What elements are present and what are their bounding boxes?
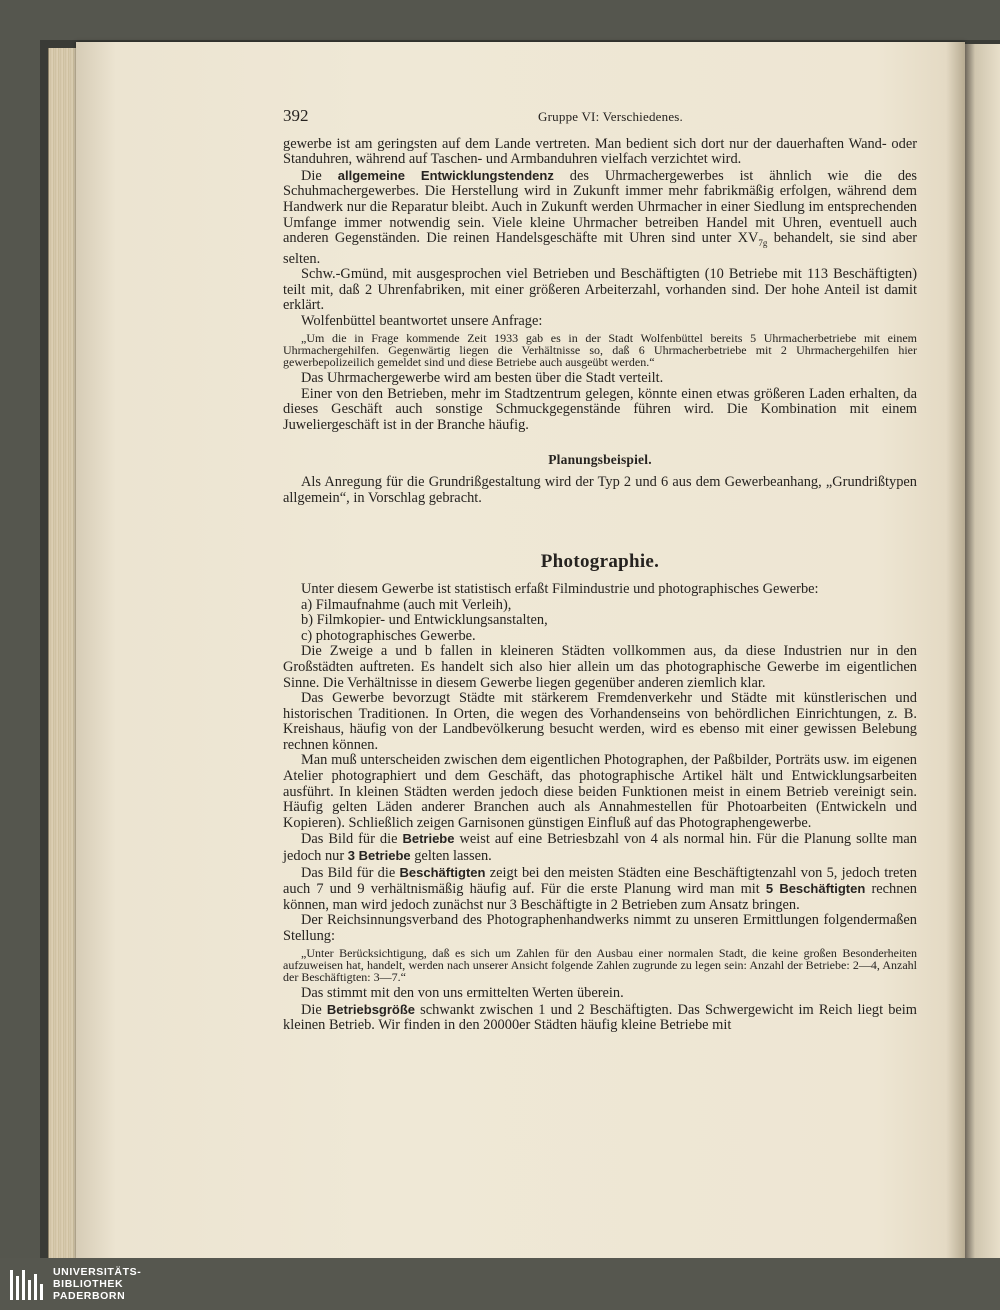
subheading: Planungsbeispiel. xyxy=(548,451,652,467)
paragraph: Einer von den Betrieben, mehr im Stadtzentrum gelegen, könnte einen etwas größeren Laden erhalten, da dieses Geschäft auch sonstige Schmuckgegenstände führen wird. Die Kombination mit einem Juweliergeschäft ist in der Branche häufig. xyxy=(283,385,917,433)
paragraph: Das Uhrmachergewerbe wird am besten über die Stadt verteilt. xyxy=(301,370,664,387)
list-item: b) Filmkopier- und Entwicklungsanstalten, xyxy=(301,612,548,629)
bold-term: Betriebe xyxy=(402,831,455,847)
section-title: Photographie. xyxy=(540,551,660,573)
paragraph: gewerbe ist am geringsten auf dem Lande vertreten. Man bedient sich dort nur der dauerhaften Wand- oder Standuhren, während auf Taschen- und Armbanduhren vielfach verzichtet wird. xyxy=(283,135,917,168)
list-item: c) photographisches Gewerbe. xyxy=(301,627,476,644)
bold-term: 5 Beschäftigten xyxy=(765,881,866,897)
paragraph: Die Zweige a und b fallen in kleineren Städten vollkommen aus, da diese Industrien nur in den Großstädten auftreten. Es handelt sich also hier allein um das photographische Gewerbe im eigentlichen Sinne. Die Verhältnisse in diesem Gewerbe liegen gegenüber anderen ziemlich klar. xyxy=(283,643,917,691)
page-header xyxy=(283,108,917,125)
page-stack-edge xyxy=(48,48,79,1258)
library-logo-icon xyxy=(8,1266,46,1302)
paragraph: Die Betriebsgröße schwankt zwischen 1 und 2 Beschäftigten. Das Schwergewicht im Reich liegt beim kleinen Betrieb. Wir finden in den 20000er Städten häufig kleine Betriebe mit xyxy=(283,1001,917,1034)
bold-term: Beschäftigten xyxy=(399,864,486,880)
paragraph: Man muß unterscheiden zwischen dem eigentlichen Photographen, der Paßbilder, Porträts usw. im eigenen Atelier photographiert und dem Geschäft, das photographische Artikel hält und Entwicklungsarbeiten ausführt. In kleinen Städten werden jedoch diese beiden Funktionen meist in einem Betrieb vereinigt sein. Häufig gelten Läden anderer Branchen auch als Annahmestellen für Photoarbeiten (Entwickeln und Kopieren). Schließlich zeigen Garnisonen günstigen Einfluß auf das Photographengewerbe. xyxy=(283,752,917,831)
bold-term: 3 Betriebe xyxy=(347,848,411,864)
page-text xyxy=(283,108,917,1034)
paragraph: Schw.-Gmünd, mit ausgesprochen viel Betrieben und Beschäftigten (10 Betriebe mit 113 Beschäftigten) teilt mit, daß 2 Uhrenfabriken, mit einer größeren Arbeiterzahl, vorhanden sind. Der hohe Anteil ist damit erklärt. xyxy=(283,266,917,314)
paragraph: Als Anregung für die Grundrißgestaltung wird der Typ 2 und 6 aus dem Gewerbeanhang, „Grundrißtypen allgemein“, in Vorschlag gebracht. xyxy=(283,474,917,506)
paragraph: Das Bild für die Betriebe weist auf eine Betriesbzahl von 4 als normal hin. Für die Planung sollte man jedoch nur 3 Betriebe gelten lassen. xyxy=(283,831,918,865)
library-name: UNIVERSITÄTS- BIBLIOTHEK PADERBORN xyxy=(53,1266,142,1302)
paragraph: Der Reichsinnungsverband des Photographenhandwerks nimmt zu unseren Ermittlungen folgendermaßen Stellung: xyxy=(283,912,917,945)
paragraph: Das stimmt mit den von uns ermittelten Werten überein. xyxy=(301,985,624,1002)
list-item: a) Filmaufnahme (auch mit Verleih), xyxy=(301,596,512,613)
paragraph: Unter diesem Gewerbe ist statistisch erfaßt Filmindustrie und photographisches Gewerbe: xyxy=(301,580,819,597)
bold-term: allgemeine Entwicklungstendenz xyxy=(337,167,554,183)
paragraph: Wolfenbüttel beantwortet unsere Anfrage: xyxy=(301,313,543,329)
paragraph: Das Gewerbe bevorzugt Städte mit stärkerem Fremdenverkehr und Städte mit künstlerischen und historischen Traditionen. In Orten, die wegen des Vorhandenseins von behördlichen Einrichtungen, z. B. Kreishaus, häufig von der Landbevölkerung besucht werden, wird es ebenso mit einer gewissen Belebung rechnen können. xyxy=(283,690,917,753)
running-title: Gruppe VI: Verschiedenes. xyxy=(538,109,683,124)
block-quote: „Um die in Frage kommende Zeit 1933 gab es in der Stadt Wolfenbüttel bereits 5 Uhrmacherbetriebe mit einem Uhrmachergehilfen. Gegenwärtig liegen die Verhältnisse so, daß 6 Uhrmacherbetriebe mit 2 Uhrmachergehilfen hier gewerbepolizeilich gemeldet sind und diese Betriebe auch ausgeübt werden.“ xyxy=(283,330,917,369)
bold-term: Betriebsgröße xyxy=(326,1001,416,1017)
library-footer xyxy=(0,1258,1000,1310)
paragraph: Das Bild für die Beschäftigten zeigt bei den meisten Städten eine Beschäftigtenzahl von 5, jedoch treten auch 7 und 9 verhältnismäßig häufig auf. Für die erste Planung wird man mit 5 Beschäftigten rechnen können, man wird jedoch zunächst nur 3 Beschäftigte in 2 Betrieben zum Ansatz bringen. xyxy=(283,864,917,913)
page-number: 392 xyxy=(283,106,309,125)
block-quote: „Unter Berücksichtigung, daß es sich um Zahlen für den Ausbau einer normalen Stadt, die keine großen Besonderheiten aufzuweisen hat, handelt, werden nach unserer Ansicht folgende Zahlen zugrunde zu legen sein: Anzahl der Betriebe: 2—4, Anzahl der Beschäftigten: 3—7.“ xyxy=(283,945,917,985)
facing-page-edge xyxy=(965,44,1000,1260)
paragraph: Die allgemeine Entwicklungstendenz des Uhrmachergewerbes ist ähnlich wie die des Schuhmachergewerbes. Die Herstellung wird in Zukunft immer mehr fabrikmäßig erfolgen, während dem Handwerk nur die Reparatur bleibt. Auch in Zukunft werden Uhrmacher in einer Siedlung im entsprechenden Umfange immer notwendig sein. Viele kleine Uhrmacher betreiben Handel mit Uhren, eventuell auch anderen Gegenständen. Die reinen Handelsgeschäfte mit Uhren sind unter $XV_{7g}$ behandelt, sie sind aber selten. xyxy=(283,167,917,267)
